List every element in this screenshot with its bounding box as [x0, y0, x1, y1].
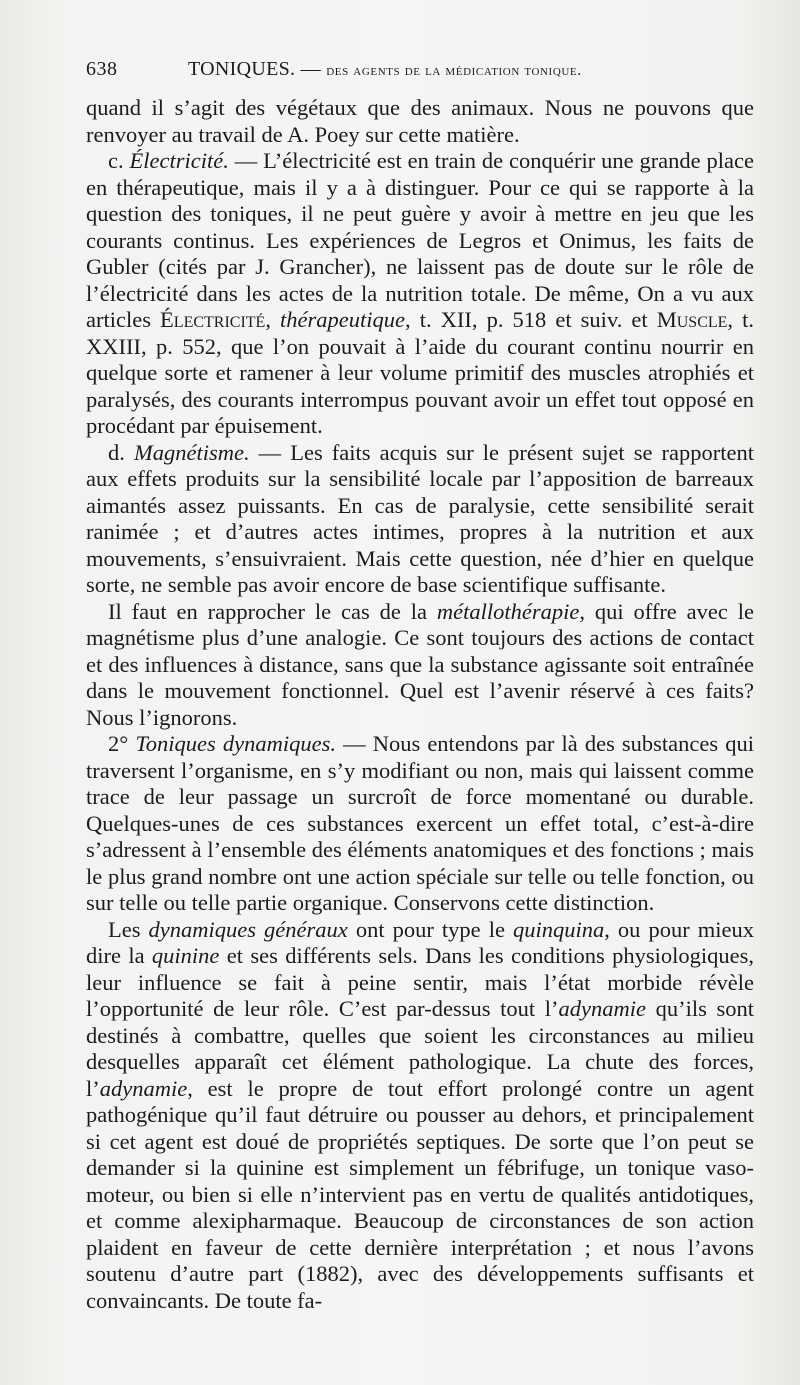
text-run: ont pour type le [347, 916, 513, 942]
italic-text: thérapeutique [280, 307, 406, 332]
text-run: et ses différents sels. Dans les conditions physiologiques, leur influence se fait à peine sentir, mais l’état morbide révèle l’opportunité de leur rôle. C’est par-dessus tout l’ [86, 943, 754, 1021]
paragraph [86, 917, 754, 1315]
small-caps-text: Électricité [160, 307, 266, 332]
paragraph [86, 440, 754, 599]
text-run: , t. XII, p. 518 et suiv. et [405, 307, 657, 332]
text-run: c. [108, 148, 130, 173]
text-run: quand il s’agit des végétaux que des animaux. Nous ne pouvons que renvoyer au travail de A. Poey sur cette matière. [86, 95, 754, 147]
text-run: , [265, 307, 281, 332]
text-run: , t. XXIII, p. 552, que l’on pouvait à l’aide du courant continu nourrir en quelque sorte et ramener à leur volume primitif des muscles atrophiés et paralysés, des courants interrompus pouvant avoir un effet tout opposé en procédant par épuisement. [86, 307, 754, 438]
text-run: qu’ils sont destinés à combattre, quelles que soient les circonstances au milieu desquelles apparaît cet élément pathologique. La chute des forces, l’ [86, 996, 754, 1101]
body-text [86, 95, 754, 1314]
text-run: , est le propre de tout effort prolongé contre un agent pathogénique qu’il faut détruire ou pousser au dehors, et principalement si cet agent est doué de propriétés septiques. De sorte que l’on peut se demander si la quinine est simplement un fébrifuge, un tonique vaso-moteur, ou bien si elle n’intervient pas en vertu de qualités antidotiques, et comme alexipharmaque. Beaucoup de circonstances de son action plaident en faveur de cette dernière interprétation ; et nous l’avons soutenu d’autre part (1882), avec des développements suffisants et convaincants. De toute fa- [86, 1075, 754, 1313]
italic-text: quinquina [512, 916, 605, 942]
paragraph [86, 148, 754, 440]
text-run: , qui offre avec le magnétisme plus d’une analogie. Ce sont toujours des actions de contact et des influences à distance, sans que la substance agissante soit entraînée dans le mouvement fonctionnel. Quel est l’avenir réservé à ces faits? Nous l’ignorons. [86, 598, 755, 730]
running-title-subtitle: des agents de la médication tonique. [326, 62, 582, 79]
running-header [86, 58, 754, 88]
italic-text: Toniques dynamiques. [135, 731, 337, 756]
text-run: — L’électricité est en train de conquérir une grande place en thérapeutique, mais il y a à distinguer. Pour ce qui se rapporte à la question des toniques, il ne peut guère y avoir à mettre en jeu que les courants continus. Les expériences de Legros et Onimus, les faits de Gubler (cités par J. Grancher), ne laissent pas de doute sur le rôle de l’électricité dans les actes de la nutrition totale. De même, On a vu aux articles [86, 148, 754, 332]
paragraph [86, 599, 754, 732]
italic-text: adynamie [99, 1075, 188, 1101]
italic-text: adynamie [558, 996, 646, 1021]
text-run: Les [108, 916, 149, 942]
paragraph [86, 731, 754, 917]
italic-text: dynamiques généraux [148, 916, 348, 942]
text-run: — Les faits acquis sur le présent sujet se rapportent aux effets produits sur la sensibilité locale par l’apposition de barreaux aimantés assez puissants. En cas de paralysie, cette sensibilité serait ranimée ; et d’autres actes intimes, propres à la nutrition et aux mouvements, s’ensuivraient. Mais cette question, née d’hier en quelque sorte, ne semble pas avoir encore de base scientifique suffisante. [86, 439, 755, 597]
text-run: — Nous entendons par là des substances qui traversent l’organisme, en s’y modifiant ou non, mais qui laissent comme trace de leur passage un surcroît de force momentané ou durable. Quelques-unes de ces substances exercent un effet total, c’est-à-dire s’adressent à l’ensemble des éléments anatomiques et des fonctions ; mais le plus grand nombre ont une action spéciale sur telle ou telle fonction, ou sur telle ou telle partie organique. Conservons cette distinction. [86, 731, 755, 915]
italic-text: Magnétisme. [133, 439, 250, 465]
italic-text: Électricité. [129, 148, 229, 173]
paragraph [86, 95, 754, 148]
text-run: , ou pour mieux dire la [86, 916, 754, 968]
italic-text: métallothérapie [436, 598, 580, 624]
running-title [188, 58, 582, 81]
text-run: 2° [108, 731, 136, 756]
text-run: d. [108, 439, 134, 465]
italic-text: quinine [151, 943, 220, 968]
page-number: 638 [86, 58, 118, 80]
running-title-main: TONIQUES. — [188, 58, 327, 80]
small-caps-text: Muscle [656, 307, 728, 332]
text-run: Il faut en rapprocher le cas de la [108, 598, 437, 624]
